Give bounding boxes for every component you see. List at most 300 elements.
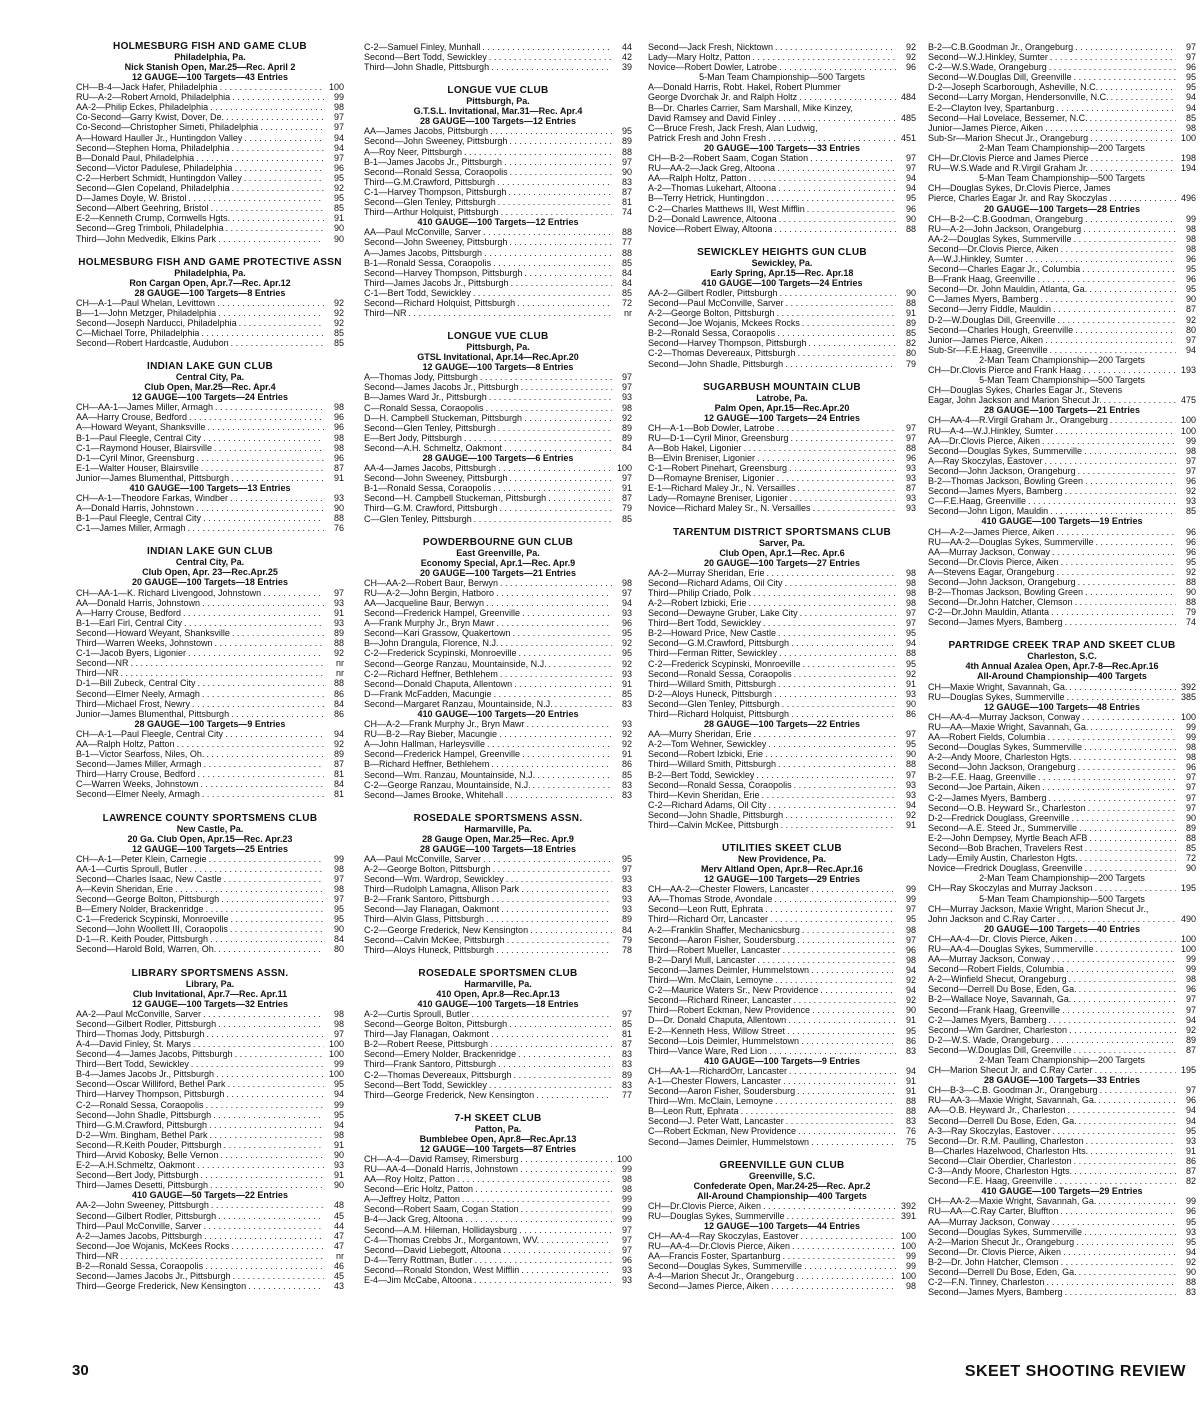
result-score: 94 bbox=[333, 728, 344, 739]
result-row bbox=[648, 780, 916, 790]
club-header bbox=[76, 362, 344, 392]
result-score: 85 bbox=[1185, 506, 1196, 517]
result-row bbox=[928, 1287, 1196, 1297]
result-score: 97 bbox=[621, 1008, 632, 1019]
dot-leader bbox=[1078, 466, 1176, 476]
result-name: Third—Bert Todd, Sewickley bbox=[648, 618, 761, 629]
result-name: RU—A-2—John Jackson, Orangeburg bbox=[928, 223, 1082, 234]
result-score: 96 bbox=[1185, 62, 1196, 73]
result-name: A-2—Andy Moore, Charleston Hgts. bbox=[928, 752, 1072, 763]
result-name: B—Richard Heffner, Bethlehem bbox=[364, 759, 490, 770]
result-row bbox=[648, 453, 916, 463]
result-name: Novice—Robert Dowler, Latrobe bbox=[648, 62, 778, 73]
result-score: 90 bbox=[333, 924, 344, 935]
result-row bbox=[76, 523, 344, 533]
result-row bbox=[76, 864, 344, 874]
club-section bbox=[364, 814, 632, 955]
dot-leader bbox=[231, 709, 324, 719]
result-name: Second—O.B. Heyward Sr., Charleston bbox=[928, 802, 1086, 813]
dot-leader bbox=[486, 914, 612, 924]
dot-leader bbox=[519, 1225, 612, 1235]
result-score: 99 bbox=[1185, 435, 1196, 446]
club-location: Pittsburgh, Pa. bbox=[466, 96, 530, 107]
result-row bbox=[76, 1261, 344, 1271]
result-score: 95 bbox=[621, 853, 632, 864]
dot-leader bbox=[803, 659, 896, 669]
result-score: 97 bbox=[333, 873, 344, 884]
result-name: Second—Emery Nolder, Brackenridge bbox=[364, 1049, 517, 1060]
result-score: 93 bbox=[621, 392, 632, 403]
result-score: 98 bbox=[333, 883, 344, 894]
result-score: 92 bbox=[333, 183, 344, 194]
result-name: RU—AA-3—Maxie Wright, Savannah, Ga. bbox=[928, 1095, 1097, 1106]
result-name: Second—James Jacobs Jr., Pittsburgh bbox=[364, 382, 519, 393]
event-header: 28 GAUGE—100 Targets—8 Entries bbox=[134, 287, 286, 298]
dot-leader bbox=[494, 689, 612, 699]
result-name: B-1—James Jacobs Jr., Pittsburgh bbox=[364, 156, 503, 167]
result-name: RU—W.S.Wade and R.Virgil Graham Jr. bbox=[928, 163, 1089, 174]
result-score: 91 bbox=[905, 1075, 916, 1086]
dot-leader bbox=[484, 248, 612, 258]
result-score: 79 bbox=[905, 358, 916, 369]
result-name: Second—Larry Morgan, Hendersonville, N.C. bbox=[928, 92, 1109, 103]
result-score: 93 bbox=[1185, 1226, 1196, 1237]
result-score: 45 bbox=[333, 1271, 344, 1282]
result-score: 88 bbox=[621, 247, 632, 258]
result-name: CH—AA-1—James Miller, Armagh bbox=[76, 402, 214, 413]
result-score: 100 bbox=[616, 463, 632, 474]
dot-leader bbox=[1079, 984, 1176, 994]
result-name: Second—Lois Deimler, Hummelstown bbox=[648, 1035, 800, 1046]
dot-leader bbox=[524, 413, 612, 423]
club-location: Latrobe, Pa. bbox=[756, 392, 808, 403]
result-name: Second—Robert Izbicki, Erie bbox=[648, 749, 764, 760]
result-row bbox=[648, 1106, 916, 1116]
dot-leader bbox=[1074, 234, 1176, 244]
result-row bbox=[928, 294, 1196, 304]
result-row bbox=[928, 476, 1196, 486]
result-score: 93 bbox=[905, 473, 916, 484]
dot-leader bbox=[1100, 82, 1176, 92]
column-3 bbox=[648, 42, 916, 1306]
result-name: Second—John Jackson, Orangeburg bbox=[928, 465, 1076, 476]
event-header: 410 GAUGE—100 Targets—9 Entries bbox=[704, 1055, 860, 1066]
result-name: CH—AA-4—R.Virgil Graham Jr., Orangeburg bbox=[928, 415, 1108, 426]
result-name: Second—James Miller, Armagh bbox=[76, 759, 202, 770]
result-name: C-2—W.S.Wade, Orangeburg bbox=[928, 62, 1047, 73]
result-row bbox=[928, 42, 1196, 52]
result-name: Second—Frederick Hampel, Greenville bbox=[364, 749, 521, 760]
result-score: 96 bbox=[905, 62, 916, 73]
result-score: 86 bbox=[333, 688, 344, 699]
result-score: 96 bbox=[905, 453, 916, 463]
result-row bbox=[76, 1009, 344, 1019]
result-name: E-2—A.H.Schmeltz, Oakmont bbox=[76, 1160, 196, 1171]
result-row bbox=[928, 244, 1196, 254]
result-row bbox=[76, 1130, 344, 1140]
result-name: Third—Arthur Holquist, Pittsburgh bbox=[364, 207, 499, 218]
dot-leader bbox=[200, 1170, 324, 1180]
dot-leader bbox=[796, 1271, 896, 1281]
result-name: Third—Richard Holquist, Pittsburgh bbox=[648, 708, 790, 719]
result-score: 93 bbox=[905, 688, 916, 699]
result-name: CH—Dr.Clovis Pierce and Frank Haag bbox=[928, 365, 1082, 375]
result-score: 98 bbox=[905, 577, 916, 588]
result-score: 94 bbox=[333, 132, 344, 143]
result-row bbox=[648, 669, 916, 679]
dot-leader bbox=[1042, 436, 1176, 446]
result-row bbox=[648, 113, 916, 123]
result-row bbox=[76, 729, 344, 739]
event-header: 28 GAUGE—100 Targets—12 Entries bbox=[420, 116, 576, 127]
result-score: 94 bbox=[905, 1065, 916, 1076]
dot-leader bbox=[1079, 823, 1176, 833]
result-row bbox=[364, 1265, 632, 1275]
result-name: C—Michael Torre, Philadelphia bbox=[76, 327, 200, 338]
result-row bbox=[648, 1126, 916, 1136]
result-name: RU—A-2—John Bergin, Hatboro bbox=[364, 587, 495, 598]
result-name: Second—A.H. Schmeltz, Oakmont bbox=[364, 442, 503, 453]
dot-leader bbox=[757, 453, 896, 463]
result-score: 96 bbox=[333, 452, 344, 463]
result-row bbox=[928, 732, 1196, 742]
result-name: A-2—James Jacobs, Pittsburgh bbox=[76, 1230, 203, 1241]
result-row bbox=[648, 443, 916, 453]
result-score: 93 bbox=[621, 874, 632, 885]
result-row bbox=[76, 473, 344, 483]
result-name: Second—Harold Bold, Warren, Oh. bbox=[76, 944, 217, 955]
result-name: Second—4—James Jacobs, Pittsburgh bbox=[76, 1049, 233, 1060]
result-name: Second—Ronald Sessa, Coraopolis bbox=[648, 779, 792, 790]
result-row bbox=[76, 1200, 344, 1210]
result-name: Second—Ronald Sessa, Coraopolis bbox=[364, 166, 508, 177]
dot-leader bbox=[204, 1231, 324, 1241]
result-score: 91 bbox=[905, 820, 916, 830]
result-row bbox=[928, 904, 1196, 914]
result-row bbox=[648, 945, 916, 955]
result-name: D—Dr. Donald Chaputa, Allentown bbox=[648, 1015, 787, 1026]
result-name: B-2—F.E. Haag, Greenville bbox=[928, 772, 1037, 783]
result-name: E-4—Jim McCabe, Altoona bbox=[364, 1275, 473, 1285]
result-score: 95 bbox=[333, 904, 344, 915]
result-name: Second—Douglas Sykes, Summerville bbox=[648, 1261, 803, 1272]
result-name: Third—G.M.Crawford, Pittsburgh bbox=[364, 176, 496, 187]
result-score: 98 bbox=[905, 954, 916, 965]
dot-leader bbox=[1073, 994, 1176, 1004]
result-row bbox=[648, 820, 916, 830]
result-row bbox=[648, 123, 916, 133]
result-row bbox=[364, 308, 632, 318]
result-row bbox=[648, 328, 916, 338]
result-score: 94 bbox=[905, 964, 916, 975]
result-row bbox=[364, 1019, 632, 1029]
result-score: 89 bbox=[621, 1069, 632, 1080]
dot-leader bbox=[491, 1029, 612, 1039]
result-row bbox=[648, 348, 916, 358]
dot-leader bbox=[204, 759, 324, 769]
result-score: 92 bbox=[1185, 486, 1196, 497]
result-score: 84 bbox=[333, 779, 344, 790]
dot-leader bbox=[802, 318, 896, 328]
result-name: A-2—Tom Wehner, Sewickley bbox=[648, 739, 767, 750]
result-name: B-2—Ronald Sessa, Coraopolis bbox=[648, 328, 776, 339]
dot-leader bbox=[202, 598, 324, 608]
dot-leader bbox=[777, 163, 896, 173]
dot-leader bbox=[215, 638, 324, 648]
dot-leader bbox=[765, 749, 896, 759]
result-name: B-2—Dr. John Hatcher, Clemson bbox=[928, 1256, 1059, 1267]
result-row bbox=[648, 1005, 916, 1015]
dot-leader bbox=[1078, 577, 1176, 587]
result-score: 98 bbox=[1185, 122, 1196, 133]
result-row bbox=[364, 382, 632, 392]
result-name: Third—Robert Eckman, New Providence bbox=[648, 1005, 811, 1016]
dot-leader bbox=[807, 204, 896, 214]
result-row bbox=[364, 864, 632, 874]
dot-leader bbox=[1075, 597, 1176, 607]
result-score: 97 bbox=[621, 587, 632, 598]
result-score: 96 bbox=[333, 422, 344, 433]
result-score: 97 bbox=[1185, 334, 1196, 345]
result-row bbox=[648, 298, 916, 308]
dot-leader bbox=[536, 1090, 612, 1100]
result-score: 93 bbox=[1185, 1135, 1196, 1146]
result-name: Second—Frederick Hampel, Greenville bbox=[364, 608, 521, 619]
result-score: 83 bbox=[621, 1079, 632, 1090]
result-score: 97 bbox=[621, 1224, 632, 1235]
result-row bbox=[928, 335, 1196, 345]
team-event-header: 5-Man Team Championship—500 Targets bbox=[699, 72, 865, 83]
club-section bbox=[364, 538, 632, 800]
result-score: 100 bbox=[328, 82, 344, 93]
dot-leader bbox=[497, 618, 612, 628]
result-score: 496 bbox=[1180, 193, 1196, 204]
result-score: 97 bbox=[333, 112, 344, 123]
shoot-title: 410 Open, Apr.8—Rec.Apr.13 bbox=[436, 988, 560, 999]
result-row bbox=[648, 925, 916, 935]
event-header: 20 GAUGE—100 Targets—40 Entries bbox=[984, 923, 1140, 934]
dot-leader bbox=[1074, 1045, 1176, 1055]
result-row bbox=[364, 413, 632, 423]
dot-leader bbox=[210, 934, 324, 944]
result-row bbox=[928, 1166, 1196, 1176]
dot-leader bbox=[1069, 974, 1176, 984]
result-name: CH—Dr.Clovis Pierce, Aiken bbox=[648, 1200, 762, 1211]
result-score: 79 bbox=[1185, 607, 1196, 618]
result-row bbox=[364, 42, 632, 52]
result-name: CH—B-2—C.B.Goodman, Orangeburg bbox=[928, 213, 1084, 224]
result-row bbox=[364, 679, 632, 689]
dot-leader bbox=[497, 177, 612, 187]
result-row bbox=[76, 739, 344, 749]
dot-leader bbox=[203, 433, 324, 443]
dot-leader bbox=[210, 1130, 324, 1140]
result-row bbox=[648, 308, 916, 318]
dot-leader bbox=[486, 598, 612, 608]
event-header: 20 GAUGE—100 Targets—18 Entries bbox=[132, 577, 288, 588]
dot-leader bbox=[774, 689, 896, 699]
result-name: Second—John Jackson, Orangeburg bbox=[928, 576, 1076, 587]
result-score: 97 bbox=[905, 422, 916, 433]
result-name: Second—Joe Partain, Aiken bbox=[928, 782, 1041, 793]
result-score: 92 bbox=[905, 668, 916, 679]
result-name: A—Jeffrey Holtz, Patton bbox=[364, 1194, 460, 1205]
result-name: Second—Joe Wojanis, McKees Rocks bbox=[76, 1240, 230, 1251]
dot-leader bbox=[744, 443, 896, 453]
result-row bbox=[648, 483, 916, 493]
result-name: Second—Dr. R.M. Paulling, Charleston bbox=[928, 1135, 1084, 1146]
result-score: 93 bbox=[905, 789, 916, 800]
dot-leader bbox=[232, 92, 324, 102]
result-row bbox=[928, 607, 1196, 617]
result-name: AA—Murray Jackson, Conway bbox=[928, 546, 1051, 557]
dot-leader bbox=[1041, 294, 1176, 304]
result-score: 94 bbox=[1185, 1115, 1196, 1126]
result-score: 91 bbox=[905, 308, 916, 319]
dot-leader bbox=[475, 1184, 612, 1194]
club-name: UTILITIES SKEET CLUB bbox=[722, 843, 842, 855]
result-name: C-2—Frederick Scypinski, Monroeville bbox=[648, 658, 801, 669]
dot-leader bbox=[767, 568, 896, 578]
dot-leader bbox=[216, 1069, 324, 1079]
result-name: Second—Douglas Sykes, Summerville bbox=[928, 1226, 1083, 1237]
result-name: Second—Douglas Sykes, Summerville bbox=[928, 445, 1083, 456]
result-row bbox=[364, 167, 632, 177]
event-header: 12 GAUGE—100 Targets—29 Entries bbox=[704, 874, 860, 885]
result-row bbox=[364, 770, 632, 780]
result-name: B-2—Frank Santoro, Pittsburgh bbox=[364, 894, 490, 905]
result-score: 95 bbox=[1185, 1216, 1196, 1227]
dot-leader bbox=[783, 945, 896, 955]
result-row bbox=[76, 203, 344, 213]
result-score: 92 bbox=[905, 809, 916, 820]
result-score: 77 bbox=[621, 1089, 632, 1100]
team-event-header: 2-Man Team Championship—200 Targets bbox=[979, 142, 1145, 153]
result-name: AA—Murray Jackson, Conway bbox=[928, 954, 1051, 965]
dot-leader bbox=[507, 935, 612, 945]
dot-leader bbox=[1084, 446, 1176, 456]
result-name: Third—Frank Santoro, Pittsburgh bbox=[364, 1059, 497, 1070]
result-score: 93 bbox=[905, 779, 916, 790]
event-header: All-Around Championship—400 Targets bbox=[697, 1190, 867, 1201]
dot-leader bbox=[763, 1201, 896, 1211]
result-name: A-2—George Bolton, Pittsburgh bbox=[364, 864, 491, 874]
result-name: C-3—Andy Moore, Charleston Hgts. bbox=[928, 1166, 1073, 1177]
club-section bbox=[928, 641, 1196, 1297]
event-header: 12 GAUGE—100 Targets—48 Entries bbox=[984, 701, 1140, 712]
result-row bbox=[76, 779, 344, 789]
result-row bbox=[648, 1211, 916, 1221]
result-row bbox=[76, 422, 344, 432]
result-score: 100 bbox=[1180, 415, 1196, 426]
result-row bbox=[928, 1156, 1196, 1166]
result-score: 97 bbox=[1185, 792, 1196, 803]
result-name: D-1—Bill Zubeck, Central City bbox=[76, 678, 196, 689]
result-score: 97 bbox=[1185, 994, 1196, 1005]
dot-leader bbox=[197, 1160, 324, 1170]
dot-leader bbox=[1083, 365, 1176, 375]
result-score: 490 bbox=[1180, 913, 1196, 924]
result-row bbox=[648, 598, 916, 608]
result-name: D—James Doyle, W. Bristol bbox=[76, 193, 187, 204]
result-name: Third—James Desetti, Pittsburgh bbox=[76, 1180, 209, 1191]
result-name: RU—A-4—W.J.Hinkley, Sumter bbox=[928, 425, 1054, 436]
result-score: 98 bbox=[1185, 233, 1196, 244]
event-header: 12 GAUGE—100 Targets—24 Entries bbox=[132, 392, 288, 403]
result-name: RU—Douglas Sykes, Summerville bbox=[648, 1210, 785, 1221]
club-name: SUGARBUSH MOUNTAIN CLUB bbox=[703, 381, 861, 393]
result-name: Second—Wm Gardner, Charleston bbox=[928, 1024, 1068, 1035]
result-score: 97 bbox=[621, 1244, 632, 1255]
result-name: RU—B-2—Ray Bieber, Macungie bbox=[364, 729, 498, 740]
result-score: 85 bbox=[621, 513, 632, 524]
result-row bbox=[364, 935, 632, 945]
club-name: LAWRENCE COUNTY SPORTSMENS CLUB bbox=[102, 812, 318, 824]
result-score: 98 bbox=[333, 432, 344, 443]
result-score: 98 bbox=[1185, 974, 1196, 985]
result-name: Second—R.Keith Pouder, Pittsburgh bbox=[76, 1139, 222, 1150]
dot-leader bbox=[1058, 914, 1176, 924]
result-row bbox=[648, 433, 916, 443]
team-event-header: 2-Man Team Championship—200 Targets bbox=[979, 1055, 1145, 1065]
club-name: HOLMESBURG FISH AND GAME CLUB bbox=[113, 41, 307, 52]
event-header: 12 GAUGE—100 Targets—8 Entries bbox=[422, 362, 574, 373]
result-name: Second—H. Campbell Stuckeman, Pittsburgh bbox=[364, 493, 547, 504]
result-name: AA-2—Murray Sheridan, Erie bbox=[648, 567, 765, 578]
dot-leader bbox=[203, 1009, 324, 1019]
result-name: CH—AA-2—Maxie Wright, Savannah, Ga. bbox=[928, 1196, 1097, 1207]
dot-leader bbox=[496, 588, 612, 598]
result-row bbox=[76, 1271, 344, 1281]
result-row bbox=[648, 1241, 916, 1251]
result-name: Second—George Bolton, Pittsburgh bbox=[76, 894, 220, 904]
result-score: 92 bbox=[1185, 1024, 1196, 1035]
result-row bbox=[364, 1080, 632, 1090]
result-score: 99 bbox=[1185, 1196, 1196, 1207]
shoot-title: 4th Annual Azalea Open, Apr.7-8—Rec.Apr.16 bbox=[965, 661, 1159, 672]
result-row bbox=[364, 659, 632, 669]
result-score: 85 bbox=[905, 328, 916, 339]
dot-leader bbox=[202, 789, 324, 799]
result-row bbox=[76, 699, 344, 709]
result-name: C-1—Jacob Byers, Ligonier bbox=[76, 648, 187, 659]
result-name: A-2—George Bolton, Pittsburgh bbox=[648, 308, 775, 319]
result-score: 95 bbox=[1185, 284, 1196, 295]
dot-leader bbox=[204, 1221, 324, 1231]
dot-leader bbox=[777, 308, 896, 318]
result-row bbox=[928, 1126, 1196, 1136]
event-header: 410 GAUGE—100 Targets—19 Entries bbox=[981, 516, 1143, 527]
result-name: B-4—James Jacobs Jr., Pittsburgh bbox=[76, 1069, 215, 1080]
result-name: Third—Jay Flanagan, Oakmont bbox=[364, 1029, 490, 1040]
dot-leader bbox=[1089, 284, 1176, 294]
dot-leader bbox=[230, 493, 324, 503]
result-name: Second—John Shadle, Pittsburgh bbox=[648, 358, 784, 369]
event-header: 28 GAUGE—100 Targets—22 Entries bbox=[704, 719, 860, 730]
result-score: 96 bbox=[1185, 546, 1196, 557]
result-score: 89 bbox=[621, 136, 632, 147]
dot-leader bbox=[490, 126, 612, 136]
result-score: 91 bbox=[333, 1139, 344, 1150]
club-section bbox=[76, 42, 344, 244]
result-name: CH—AA-1—RichardOrr, Lancaster bbox=[648, 1065, 788, 1076]
club-section bbox=[648, 248, 916, 369]
result-name: CH—B-3—C.B. Goodman Jr., Orangeburg bbox=[928, 1085, 1098, 1096]
dot-leader bbox=[788, 1015, 896, 1025]
result-row bbox=[76, 914, 344, 924]
result-score: 392 bbox=[1180, 681, 1196, 692]
result-score: 84 bbox=[621, 442, 632, 453]
